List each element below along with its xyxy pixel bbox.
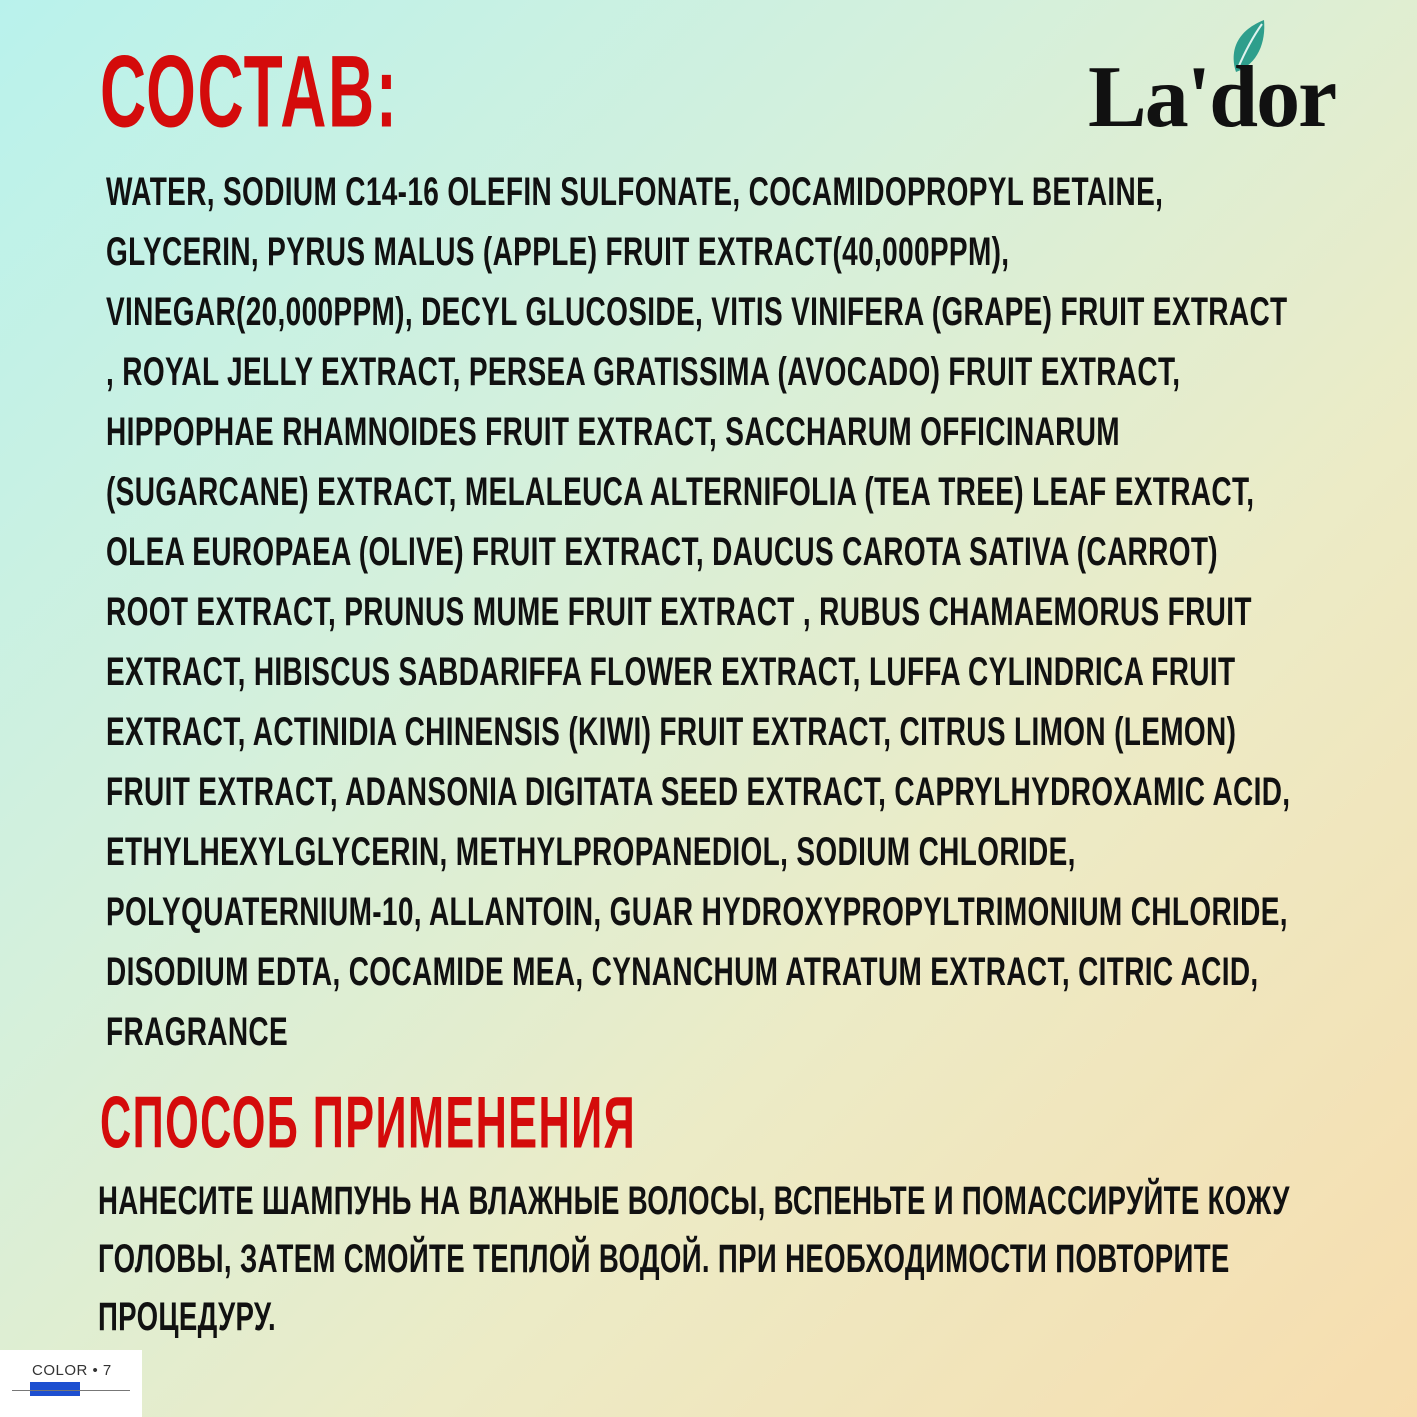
- brand-logo: [1088, 18, 1336, 146]
- usage-instructions: НАНЕСИТЕ ШАМПУНЬ НА ВЛАЖНЫЕ ВОЛОСЫ, ВСПЕНЬТЕ И ПОМАССИРУЙТЕ КОЖУ ГОЛОВЫ, ЗАТЕМ СМОЙТЕ ТЕПЛОЙ ВОДОЙ. ПРИ НЕОБХОДИМОСТИ ПОВТОРИТЕ ПРОЦЕДУРУ.: [98, 1179, 1290, 1339]
- brand-name: La'dor: [1088, 49, 1336, 146]
- watermark-bar: [30, 1382, 80, 1396]
- watermark-line: [12, 1390, 130, 1391]
- composition-title: СОСТАВ:: [100, 35, 399, 149]
- watermark-label: COLOR • 7: [32, 1362, 112, 1379]
- ingredients-list: WATER, SODIUM C14-16 OLEFIN SULFONATE, COCAMIDOPROPYL BETAINE, GLYCERIN, PYRUS MALUS (APPLE) FRUIT EXTRACT(40,000PPM), VINEGAR(20,000PPM), DECYL GLUCOSIDE, VITIS VINIFERA (GRAPE) FRUIT EXTRACT , ROYAL JELLY EXTRACT, PERSEA GRATISSIMA (AVOCADO) FRUIT EXTRACT, HIPPOPHAE RHAMNOIDES FRUIT EXTRACT, SACCHARUM OFFICINARUM (SUGARCANE) EXTRACT, MELALEUCA ALTERNIFOLIA (TEA TREE) LEAF EXTRACT, OLEA EUROPAEA (OLIVE) FRUIT EXTRACT, DAUCUS CAROTA SATIVA (CARROT) ROOT EXTRACT, PRUNUS MUME FRUIT EXTRACT , RUBUS CHAMAEMORUS FRUIT EXTRACT, HIBISCUS SABDARIFFA FLOWER EXTRACT, LUFFA CYLINDRICA FRUIT EXTRACT, ACTINIDIA CHINENSIS (KIWI) FRUIT EXTRACT, CITRUS LIMON (LEMON) FRUIT EXTRACT, ADANSONIA DIGITATA SEED EXTRACT, CAPRYLHYDROXAMIC ACID, ETHYLHEXYLGLYCERIN, METHYLPROPANEDIOL, SODIUM CHLORIDE, POLYQUATERNIUM-10, ALLANTOIN, GUAR HYDROXYPROPYLTRIMONIUM CHLORIDE, DISODIUM EDTA, COCAMIDE MEA, CYNANCHUM ATRATUM EXTRACT, CITRIC ACID, FRAGRANCE: [106, 170, 1291, 1054]
- usage-title: СПОСОБ ПРИМЕНЕНИЯ: [100, 1081, 637, 1164]
- store-watermark: [0, 1350, 142, 1417]
